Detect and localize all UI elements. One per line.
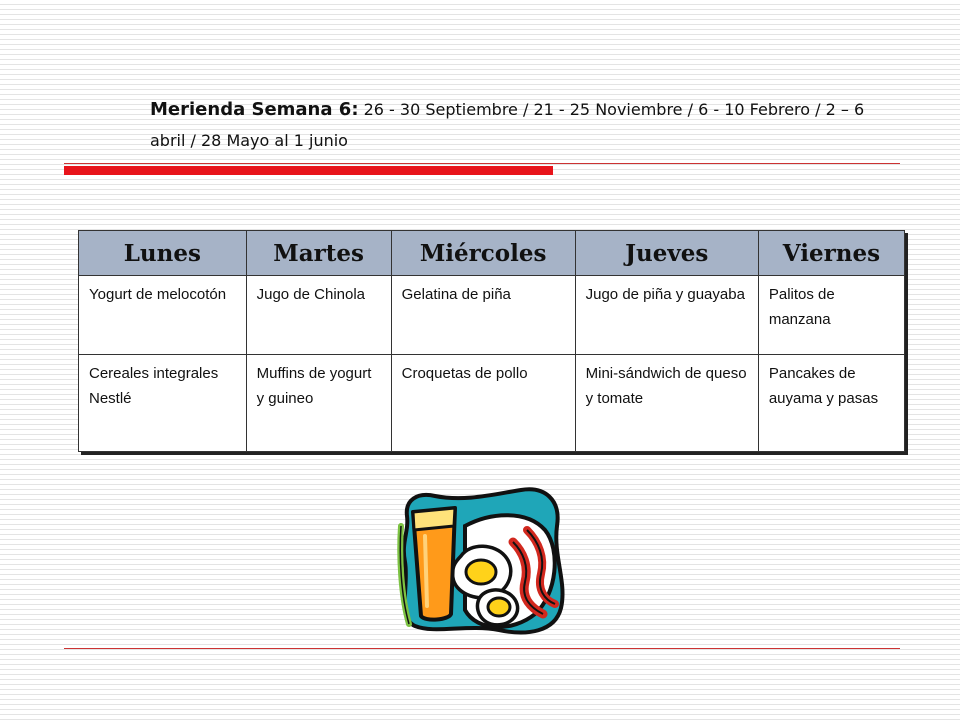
table-row [79, 276, 905, 355]
table-cell: Gelatina de piña [391, 276, 575, 355]
table-cell: Yogurt de melocotón [79, 276, 247, 355]
snack-menu-table [78, 230, 905, 452]
table-cell: Jugo de Chinola [246, 276, 391, 355]
table-row [79, 355, 905, 452]
header-viernes: Viernes [758, 231, 904, 276]
page-title-dates: 26 - 30 Septiembre / 21 - 25 Noviembre / 6 - 10 Febrero / 2 – 6 abril / 28 Mayo al 1 junio [150, 100, 865, 150]
breakfast-juice-eggs-bacon-icon [395, 486, 567, 636]
header-jueves: Jueves [575, 231, 758, 276]
bottom-divider [64, 648, 900, 649]
table-cell: Muffins de yogurt y guineo [246, 355, 391, 452]
header-miercoles: Miércoles [391, 231, 575, 276]
table-cell: Mini-sándwich de queso y tomate [575, 355, 758, 452]
table-cell: Palitos de manzana [758, 276, 904, 355]
table-cell: Jugo de piña y guayaba [575, 276, 758, 355]
table-cell: Croquetas de pollo [391, 355, 575, 452]
table-cell: Pancakes de auyama y pasas [758, 355, 904, 452]
table-header-row [79, 231, 905, 276]
header-lunes: Lunes [79, 231, 247, 276]
top-divider-thick [64, 166, 553, 175]
table-cell: Cereales integrales Nestlé [79, 355, 247, 452]
page-title-bold: Merienda Semana 6: [150, 99, 359, 120]
top-divider-thin [64, 163, 900, 164]
header-martes: Martes [246, 231, 391, 276]
page-title [150, 94, 870, 156]
